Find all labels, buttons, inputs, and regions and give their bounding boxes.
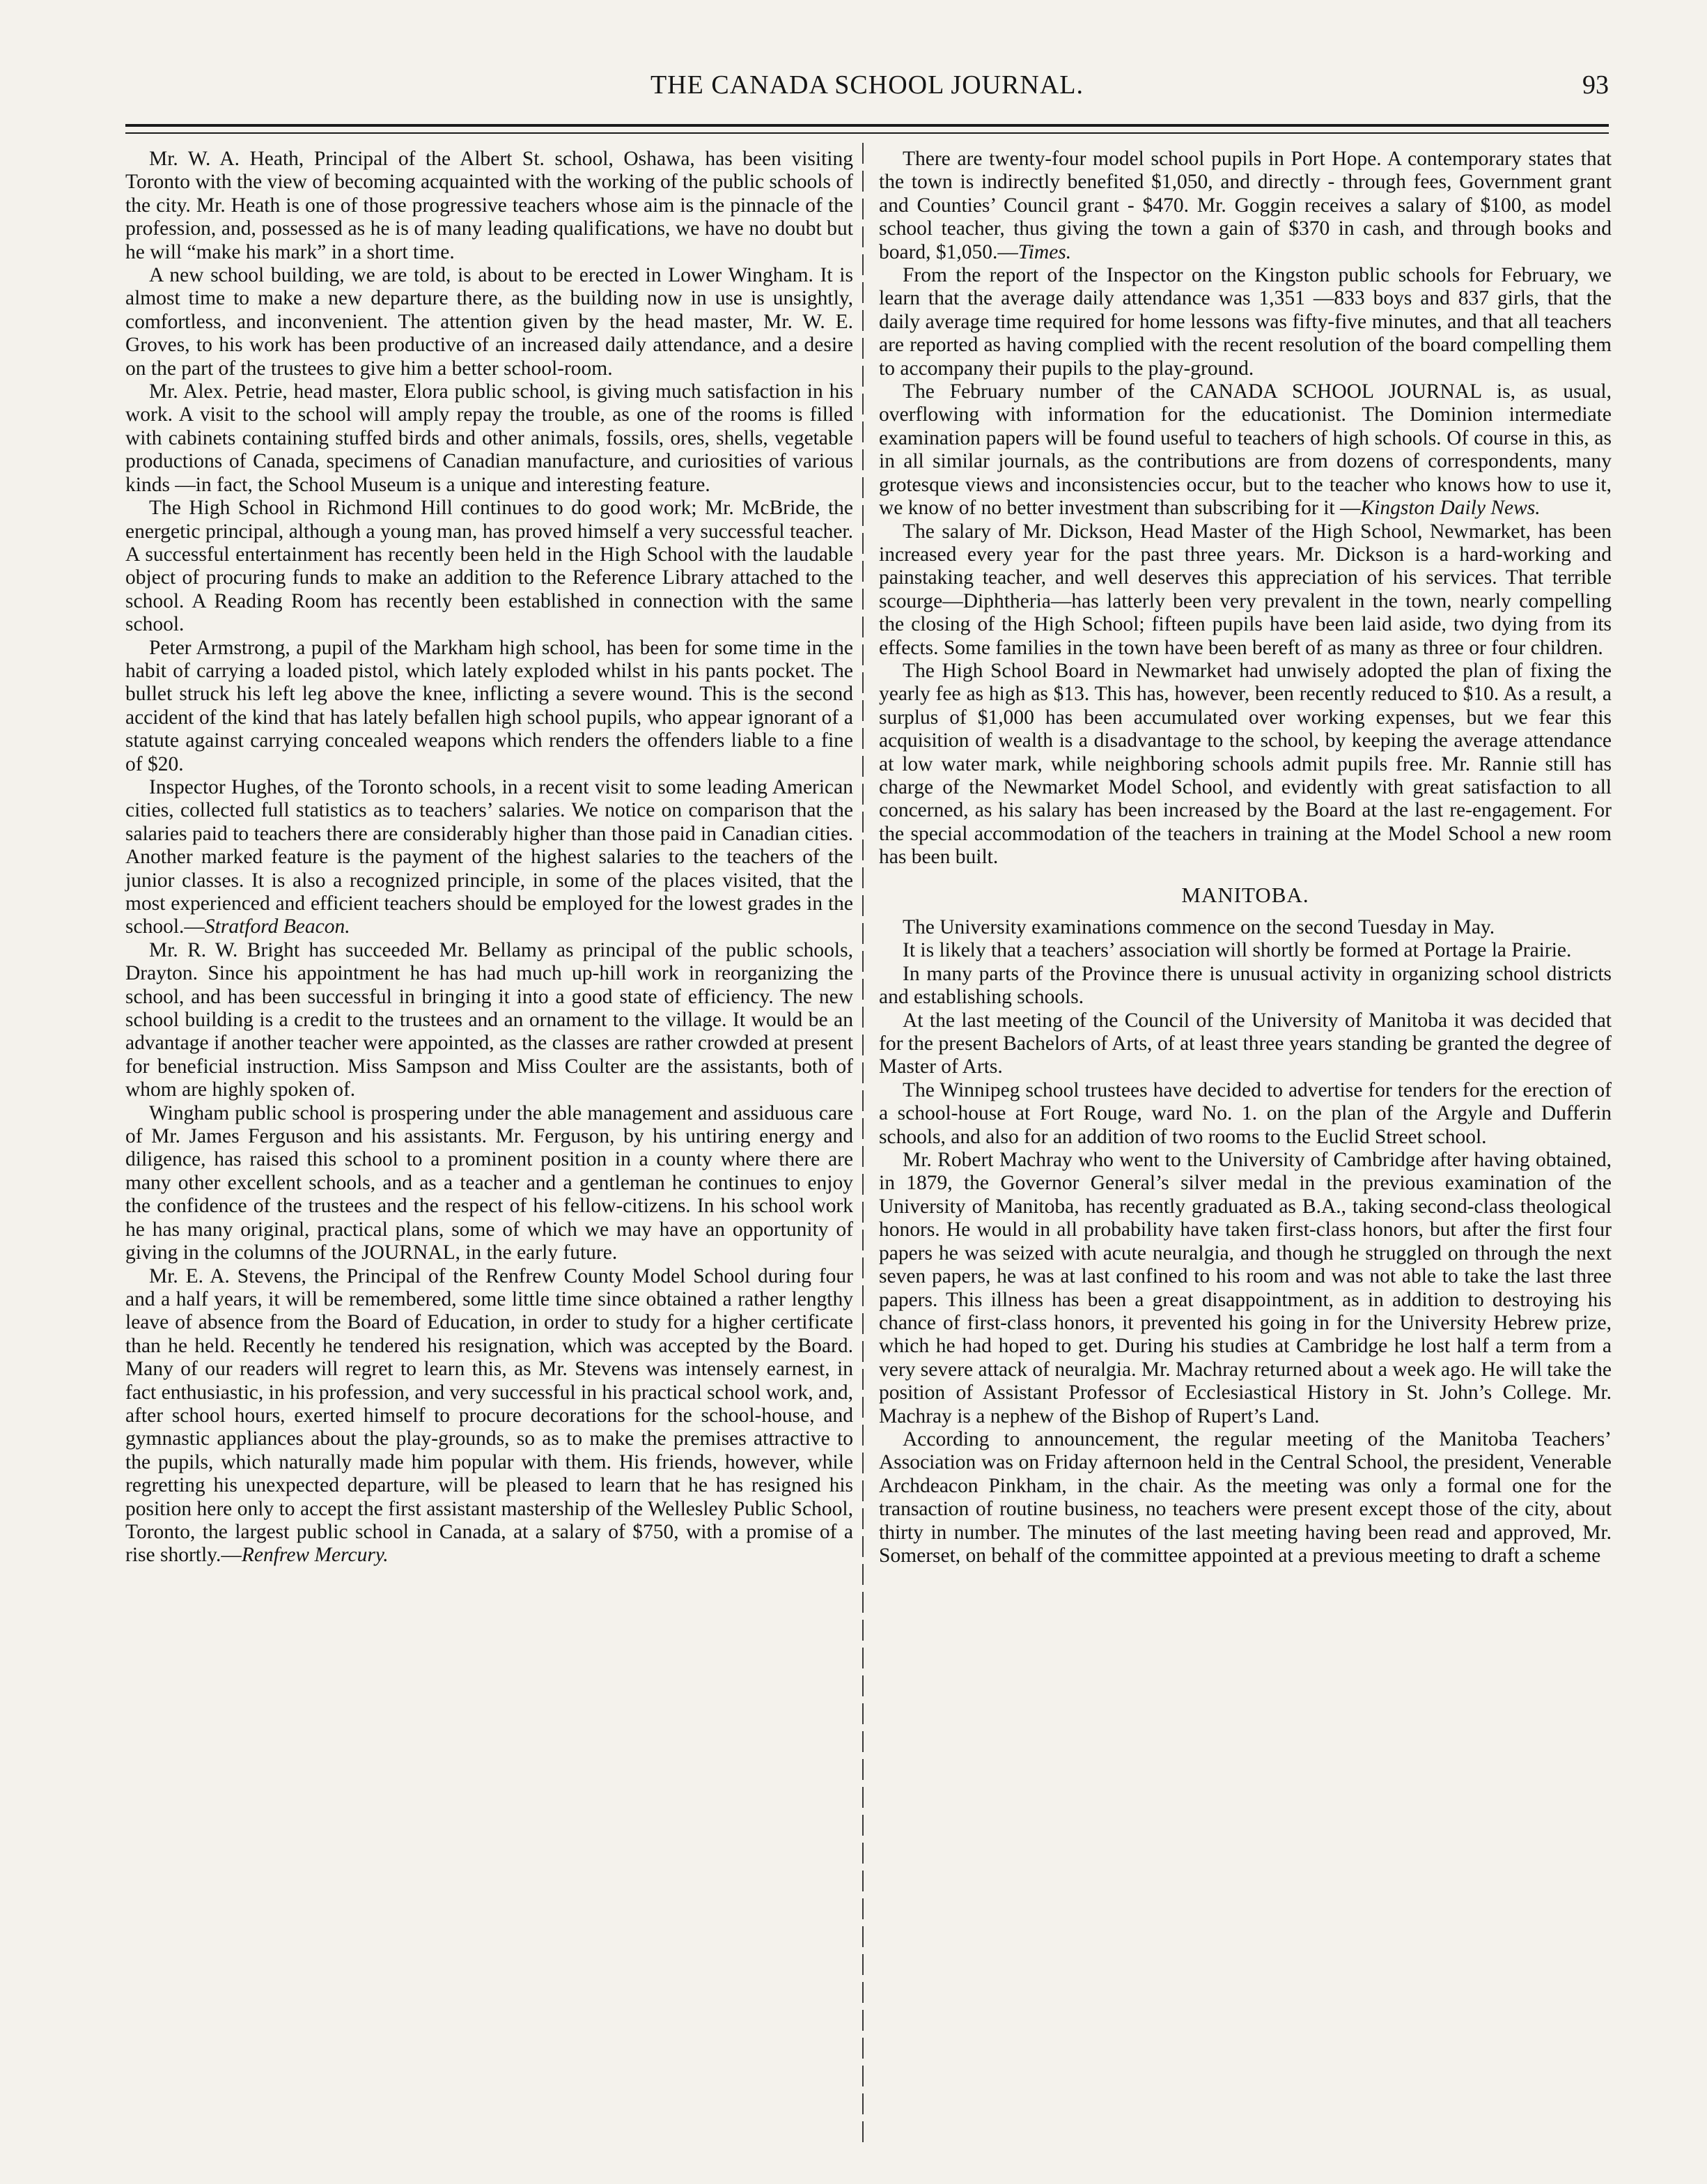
- news-paragraph: Peter Armstrong, a pupil of the Markham high school, has been for some time in the habit of carrying a loaded pistol, which lately exploded whilst in his pants pocket. The bullet struck his left leg above the knee, inflicting a severe wound. This is the second accident of the kind that has lately befallen high school pupils, who appear ignorant of a statute against carrying concealed weapons which renders the offenders liable to a fine of $20.: [125, 636, 853, 775]
- news-paragraph: Inspector Hughes, of the Toronto schools, in a recent visit to some leading American cities, collected full statistics as to teachers’ salaries. We notice on comparison that the salaries paid to teachers there are considerably higher than those paid in Canadian cities. Another marked feature is the payment of the highest salaries to the teachers of the junior classes. It is also a recognized principle, in some of the places visited, that the most experienced and efficient teachers should be employed for the lowest grades in the school.—Stratford Beacon.: [125, 775, 853, 938]
- source-citation: Stratford Beacon.: [204, 915, 350, 938]
- news-paragraph: The High School Board in Newmarket had unwisely adopted the plan of fixing the yearly fee as high as $13. This has, however, been recently reduced to $10. As a result, a surplus of $1,000 has been accumulated over working expenses, but we fear this acquisition of wealth is a disadvantage to the school, by keeping the average attendance at low water mark, while neighboring schools admit pupils free. Mr. Rannie still has charge of the Newmarket Model School, and evidently with great satisfaction to all concerned, as his salary has been increased by the Board at the last re-engagement. For the special accommodation of the teachers in training at the Model School a new room has been built.: [879, 659, 1612, 869]
- source-citation: Times.: [1018, 240, 1072, 263]
- header-rule-thick: [125, 124, 1609, 127]
- source-citation: Renfrew Mercury.: [241, 1544, 389, 1567]
- news-paragraph: Mr. Robert Machray who went to the University of Cambridge after having obtained, in 1879, the Governor General’s silver medal in the previous examination of the University of Manitoba, has recently graduated as B.A., taking second-class theological honors. He would in all probability have taken first-class honors, but after the first four papers he was seized with acute neuralgia, and though he struggled on through the next seven papers, he was at last confined to his room and was not able to take the last three papers. This illness has been a great disappointment, as in addition to destroying his chance of first-class honors, it prevented his going in for the University Hebrew prize, which he had hoped to get. During his studies at Cambridge he lost half a term from a very severe attack of neuralgia. Mr. Machray returned about a week ago. He will take the position of Assistant Professor of Ecclesiastical History in St. John’s College. Mr. Machray is a nephew of the Bishop of Rupert’s Land.: [879, 1149, 1612, 1427]
- column-divider: [862, 143, 864, 2149]
- news-paragraph: There are twenty-four model school pupils in Port Hope. A contemporary states that the town is indirectly benefited $1,050, and directly - through fees, Government grant and Counties’ Council grant - $470. Mr. Goggin receives a salary of $100, as model school teacher, thus giving the town a gain of $370 in cash, and through books and board, $1,050.—Times.: [879, 148, 1612, 263]
- news-paragraph: Wingham public school is prospering under the able management and assiduous care of Mr. James Ferguson and his assistants. Mr. Ferguson, by his untiring energy and diligence, has raised this school to a prominent position in a county where there are many other excellent schools, and as a teacher and a gentleman he continues to enjoy the confidence of the trustees and the respect of his fellow-citizens. In his school work he has many original, practical plans, some of which we may have an opportunity of giving in the columns of the JOURNAL, in the early future.: [125, 1101, 853, 1264]
- news-paragraph: Mr. R. W. Bright has succeeded Mr. Bellamy as principal of the public schools, Drayton. Since his appointment he has had much up-hill work in reorganizing the school, and has been successful in bringing it into a good state of efficiency. The new school building is a credit to the trustees and an ornament to the village. It would be an advantage if another teacher were appointed, as the classes are rather crowded at present for beneficial instruction. Miss Sampson and Miss Coulter are the assistants, both of whom are highly spoken of.: [125, 938, 853, 1101]
- journal-title: THE CANADA SCHOOL JOURNAL.: [650, 70, 1084, 100]
- news-paragraph: From the report of the Inspector on the Kingston public schools for February, we learn that the average daily attendance was 1,351 —833 boys and 837 girls, that the daily average time required for home lessons was fifty-five minutes, and that all teachers are reported as having complied with the recent resolution of the board compelling them to accompany their pupils to the play-ground.: [879, 264, 1612, 380]
- source-citation: Kingston Daily News.: [1360, 497, 1541, 520]
- news-paragraph: The February number of the CANADA SCHOOL JOURNAL is, as usual, overflowing with information for the educationist. The Dominion intermediate examination papers will be found useful to teachers of high schools. Of course in this, as in all similar journals, as the contributions are from dozens of correspondents, many grotesque views and inconsistencies occur, but to the teacher who knows how to use it, we know of no better investment than subscribing for it —Kingston Daily News.: [879, 380, 1612, 520]
- news-paragraph: In many parts of the Province there is unusual activity in organizing school districts and establishing schools.: [879, 962, 1612, 1009]
- news-paragraph: Mr. W. A. Heath, Principal of the Albert St. school, Oshawa, has been visiting Toronto with the view of becoming acquainted with the working of the public schools of the city. Mr. Heath is one of those progressive teachers whose aim is the pinnacle of the profession, and, possessed as he is of many leading qualifications, we have no doubt but he will “make his mark” in a short time.: [125, 148, 853, 263]
- left-column: [125, 148, 853, 1567]
- news-paragraph: The High School in Richmond Hill continues to do good work; Mr. McBride, the energetic principal, although a young man, has proved himself a very successful teacher. A successful entertainment has recently been held in the High School with the laudable object of procuring funds to make an addition to the Reference Library attached to the school. A Reading Room has recently been established in connection with the same school.: [125, 497, 853, 636]
- news-paragraph: Mr. E. A. Stevens, the Principal of the Renfrew County Model School during four and a half years, it will be remembered, some little time since obtained a rather lengthy leave of absence from the Board of Education, in order to study for a higher certificate than he held. Recently he tendered his resignation, which was accepted by the Board. Many of our readers will regret to learn this, as Mr. Stevens was intensely earnest, in fact enthusiastic, in his profession, and very successful in his practical school work, and, after school hours, exerted himself to procure decorations for the school-house, and gymnastic appliances about the play-grounds, so as to make the premises attractive to the pupils, which naturally made him popular with them. His friends, however, while regretting his unexpected departure, will be pleased to learn that he has resigned his position here only to accept the first assistant mastership of the Wellesley Public School, Toronto, the largest public school in Canada, at a salary of $750, with a promise of a rise shortly.—Renfrew Mercury.: [125, 1264, 853, 1567]
- news-paragraph: A new school building, we are told, is about to be erected in Lower Wingham. It is almost time to make a new departure there, as the building now in use is unsightly, comfortless, and inconvenient. The attention given by the head master, Mr. W. E. Groves, to his work has been productive of an increased daily attendance, and a desire on the part of the trustees to give him a better school-room.: [125, 264, 853, 380]
- news-paragraph: At the last meeting of the Council of the University of Manitoba it was decided that for the present Bachelors of Arts, of at least three years standing be granted the degree of Master of Arts.: [879, 1009, 1612, 1078]
- right-column: [879, 148, 1612, 1567]
- section-heading-manitoba: MANITOBA.: [1181, 882, 1309, 907]
- header-rule-thin: [125, 132, 1609, 134]
- news-paragraph: According to announcement, the regular meeting of the Manitoba Teachers’ Association was on Friday afternoon held in the Central School, the president, Venerable Archdeacon Pinkham, in the chair. As the meeting was only a formal one for the transaction of routine business, no teachers were present except those of the city, about thirty in number. The minutes of the last meeting having been read and approved, Mr. Somerset, on behalf of the committee appointed at a previous meeting to draft a scheme: [879, 1427, 1612, 1567]
- news-paragraph: The Winnipeg school trustees have decided to advertise for tenders for the erection of a school-house at Fort Rouge, ward No. 1. on the plan of the Argyle and Dufferin schools, and also for an addition of two rooms to the Euclid Street school.: [879, 1078, 1612, 1148]
- news-paragraph: The salary of Mr. Dickson, Head Master of the High School, Newmarket, has been increased every year for the past three years. Mr. Dickson is a hard-working and painstaking teacher, and well deserves this appreciation of his services. That terrible scourge—Diphtheria—has latterly been very prevalent in the town, nearly compelling the closing of the High School; fifteen pupils have been laid aside, two dying from its effects. Some families in the town have been bereft of as many as three or four children.: [879, 520, 1612, 659]
- news-paragraph: Mr. Alex. Petrie, head master, Elora public school, is giving much satisfaction in his work. A visit to the school will amply repay the trouble, as one of the rooms is filled with cabinets containing stuffed birds and other animals, fossils, ores, shells, vegetable productions of Canada, specimens of Canadian manufacture, and curiosities of various kinds —in fact, the School Museum is a unique and interesting feature.: [125, 380, 853, 496]
- news-paragraph: The University examinations commence on the second Tuesday in May.: [903, 916, 1495, 938]
- news-paragraph: It is likely that a teachers’ association will shortly be formed at Portage la Prairie.: [903, 939, 1572, 962]
- page-number: 93: [1582, 70, 1609, 100]
- page-header: [125, 70, 1609, 118]
